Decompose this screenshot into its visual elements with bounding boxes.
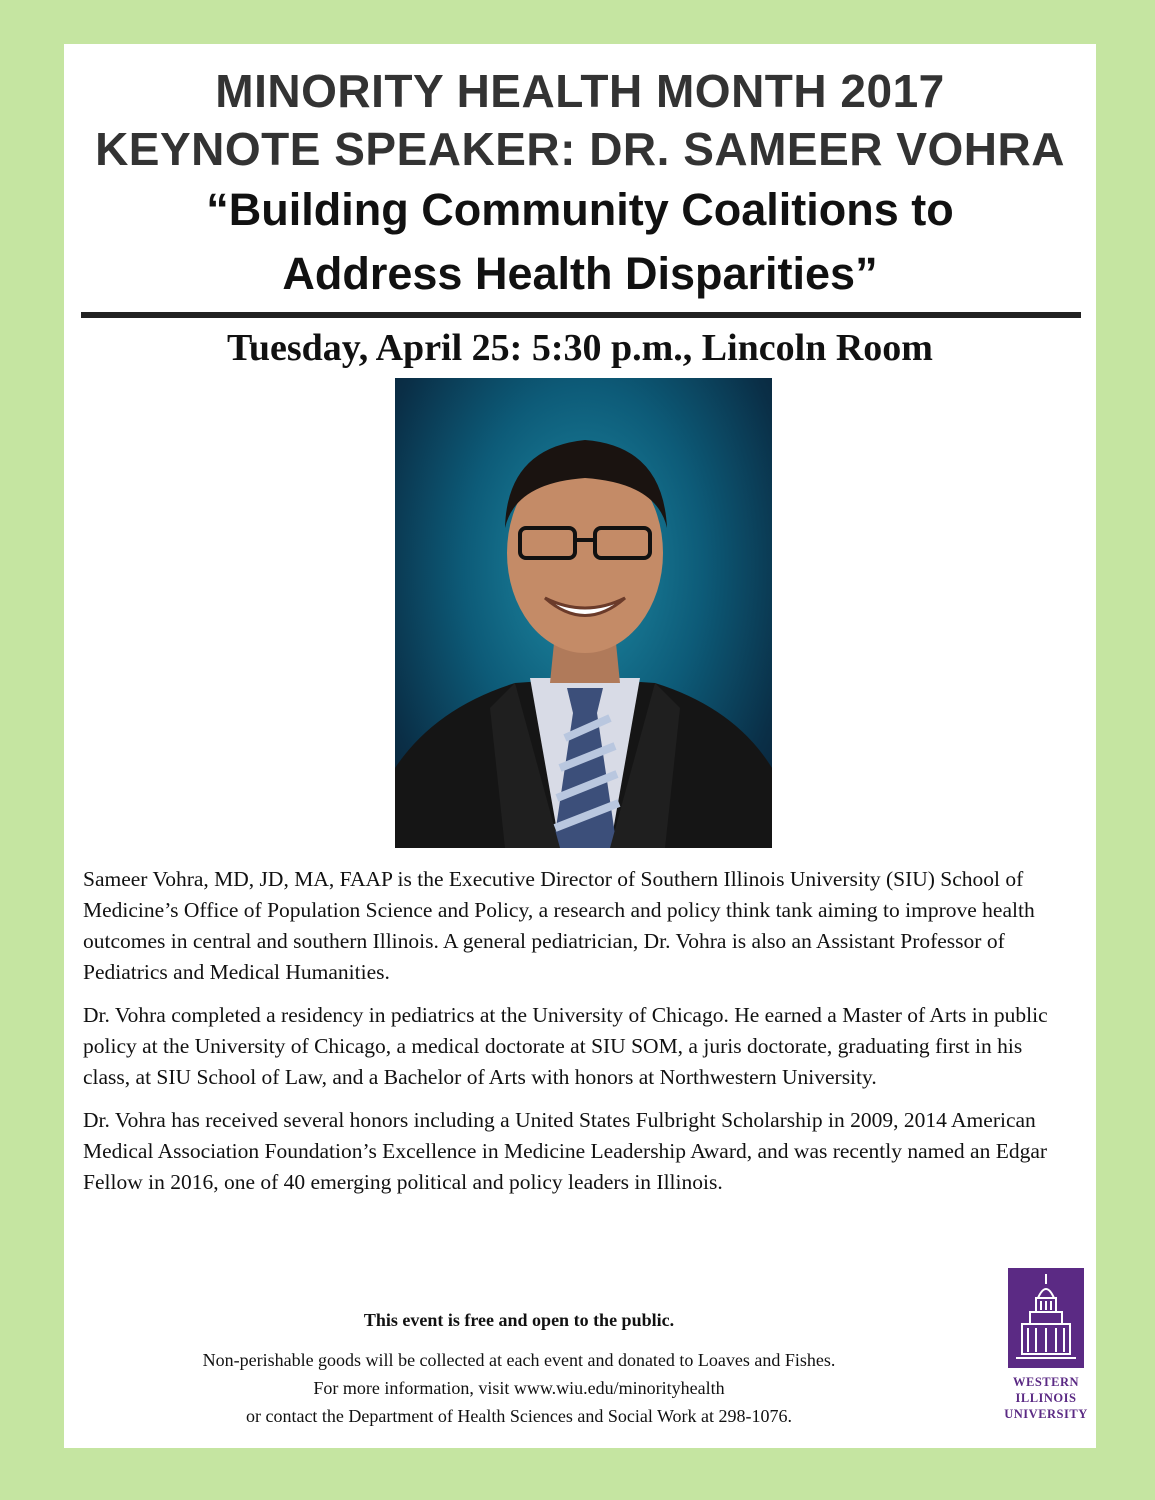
keynote-speaker-line: KEYNOTE SPEAKER: DR. SAMEER VOHRA [95, 123, 1065, 175]
logo-line-illinois: ILLINOIS [1015, 1391, 1077, 1405]
wiu-logo [1008, 1268, 1084, 1368]
bio-paragraph-2: Dr. Vohra completed a residency in pediatrics at the University of Chicago. He earned a Master of Arts in public policy at the University of Chicago, a medical doctorate at SIU SOM, a juris doctorate, graduating first in his class, at SIU School of Law, and a Bachelor of Arts with honors at Northwestern University. [83, 1003, 1048, 1089]
flyer-page [64, 44, 1096, 1448]
contact-line: or contact the Department of Health Sciences and Social Work at 298-1076. [245, 1406, 793, 1426]
speaker-bio [83, 864, 1068, 1210]
event-date-location: Tuesday, April 25: 5:30 p.m., Lincoln Room [227, 327, 933, 369]
logo-line-university: UNIVERSITY [1004, 1407, 1088, 1421]
donation-notice: Non-perishable goods will be collected at each event and donated to Loaves and Fishes. [202, 1350, 836, 1370]
free-event-notice: This event is free and open to the public. [363, 1310, 675, 1330]
bio-paragraph-3: Dr. Vohra has received several honors including a United States Fulbright Scholarship in 2009, 2014 American Medical Association Foundation’s Excellence in Medicine Leadership Award, and was recently named an Edgar Fellow in 2016, one of 40 emerging political and policy leaders in Illinois. [83, 1108, 1048, 1194]
event-title: MINORITY HEALTH MONTH 2017 [215, 65, 945, 117]
flyer-header [64, 62, 1096, 306]
logo-line-western: WESTERN [1012, 1375, 1080, 1389]
bio-paragraph-1: Sameer Vohra, MD, JD, MA, FAAP is the Executive Director of Southern Illinois University (SIU) School of Medicine’s Office of Population Science and Policy, a research and policy think tank aiming to improve health outcomes in central and southern Illinois. A general pediatrician, Dr. Vohra is also an Assistant Professor of Pediatrics and Medical Humanities. [83, 867, 1035, 984]
speaker-portrait-icon [395, 378, 772, 848]
more-info-line: For more information, visit www.wiu.edu/minorityhealth [313, 1378, 725, 1398]
talk-title-line-2: Address Health Disparities” [282, 248, 878, 299]
building-tower-icon [1008, 1268, 1084, 1368]
header-divider [81, 312, 1081, 318]
talk-title-line-1: “Building Community Coalitions to [206, 184, 954, 235]
speaker-photo [395, 378, 772, 848]
wiu-logo-text [984, 1374, 1108, 1422]
footer-info [64, 1346, 974, 1430]
